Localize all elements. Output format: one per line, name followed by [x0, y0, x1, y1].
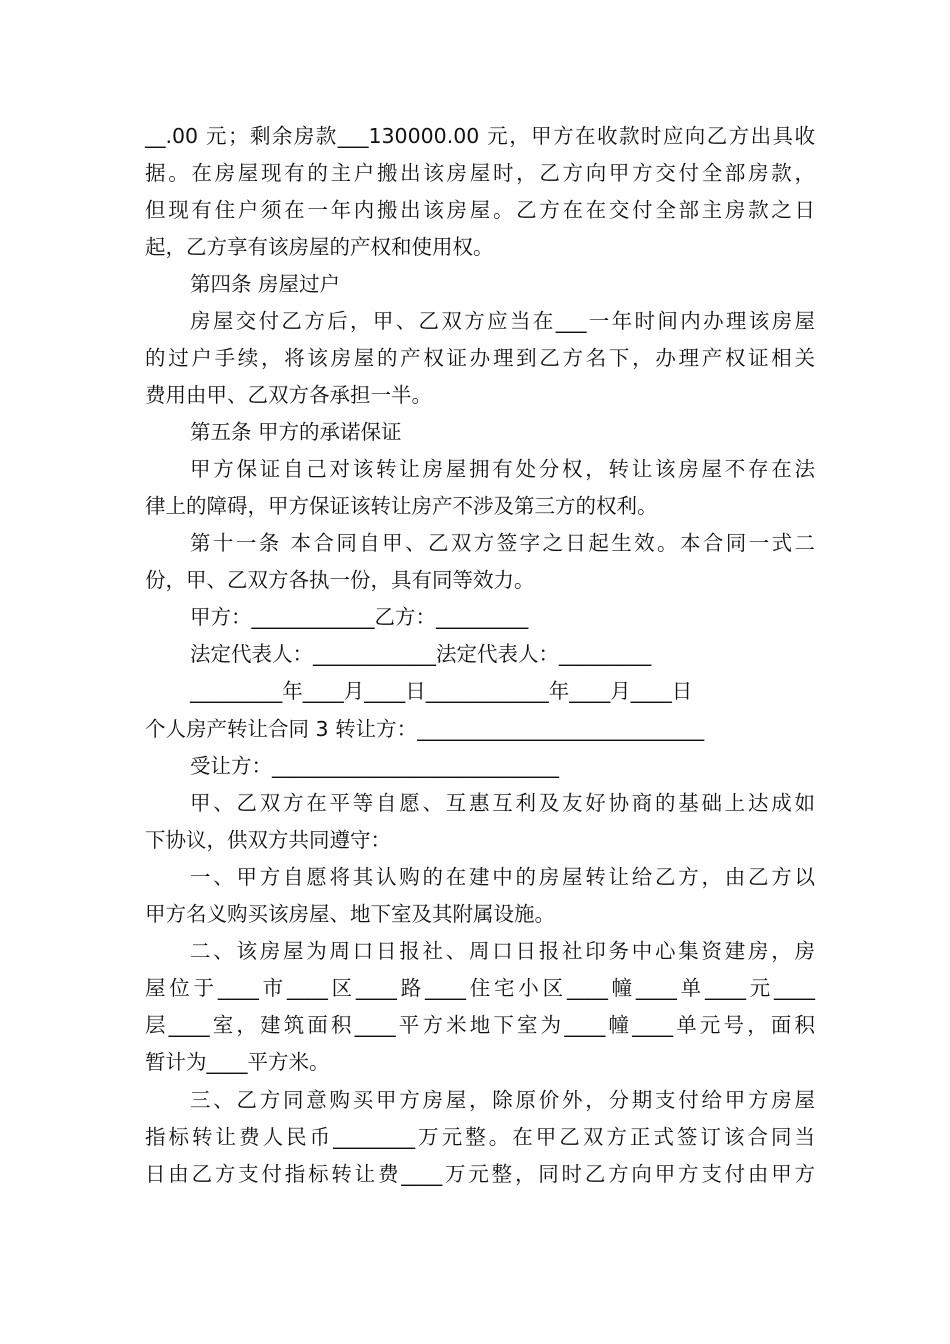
paragraph-line: 暂计为____平方米。 — [145, 1050, 330, 1074]
paragraph-line: 第十一条 本合同自甲、乙双方签字之日起生效。本合同一式二 — [190, 531, 815, 555]
paragraph-line: 甲方名义购买该房屋、地下室及其附属设施。 — [145, 902, 555, 926]
paragraph-line: 二、该房屋为周口日报社、周口日报社印务中心集资建房，房 — [190, 939, 815, 963]
signature-line: 甲方：____________乙方：_________ — [190, 605, 529, 629]
representative-line: 法定代表人：____________法定代表人：_________ — [190, 642, 652, 666]
date-line: _________年____月____日____________年____月____日 — [190, 679, 693, 703]
paragraph-line: 指标转让费人民币________万元整。在甲乙双方正式签订该合同当 — [145, 1125, 815, 1149]
paragraph-line: 房屋交付乙方后，甲、乙双方应当在___一年时间内办理该房屋 — [190, 309, 815, 333]
contract-title-line: 个人房产转让合同 3 转让方：____________________________ — [145, 717, 705, 741]
paragraph-line: 甲、乙双方在平等自愿、互惠互利及友好协商的基础上达成如 — [190, 791, 815, 815]
paragraph-line: 甲方保证自己对该转让房屋拥有处分权，转让该房屋不存在法 — [190, 457, 815, 481]
paragraph-line: 下协议，供双方共同遵守： — [145, 828, 391, 852]
paragraph-line: __.00 元；剩余房款___130000.00 元，甲方在收款时应向乙方出具收 — [145, 124, 815, 148]
paragraph-line: 律上的障碍，甲方保证该转让房产不涉及第三方的权利。 — [145, 494, 658, 518]
paragraph-line: 费用由甲、乙双方各承担一半。 — [145, 383, 432, 407]
section-heading: 第五条 甲方的承诺保证 — [190, 420, 402, 444]
transferee-line: 受让方：____________________________ — [190, 754, 559, 778]
paragraph-line: 的过户手续，将该房屋的产权证办理到乙方名下，办理产权证相关 — [145, 346, 815, 370]
paragraph-line: 日由乙方支付指标转让费____万元整，同时乙方向甲方支付由甲方 — [145, 1162, 815, 1186]
paragraph-line: 屋位于____市____区____路____住宅小区____幢____单____元____ — [145, 976, 815, 1000]
paragraph-line: 据。在房屋现有的主户搬出该房屋时，乙方向甲方交付全部房款， — [145, 161, 815, 185]
paragraph-line: 起，乙方享有该房屋的产权和使用权。 — [145, 235, 494, 259]
paragraph-line: 层____室，建筑面积____平方米地下室为____幢____单元号，面积 — [145, 1013, 815, 1037]
paragraph-line: 份，甲、乙双方各执一份，具有同等效力。 — [145, 568, 535, 592]
paragraph-line: 一、甲方自愿将其认购的在建中的房屋转让给乙方，由乙方以 — [190, 865, 815, 889]
paragraph-line: 但现有住户须在一年内搬出该房屋。乙方在在交付全部主房款之日 — [145, 198, 815, 222]
section-heading: 第四条 房屋过户 — [190, 272, 341, 296]
paragraph-line: 三、乙方同意购买甲方房屋，除原价外，分期支付给甲方房屋 — [190, 1088, 815, 1112]
